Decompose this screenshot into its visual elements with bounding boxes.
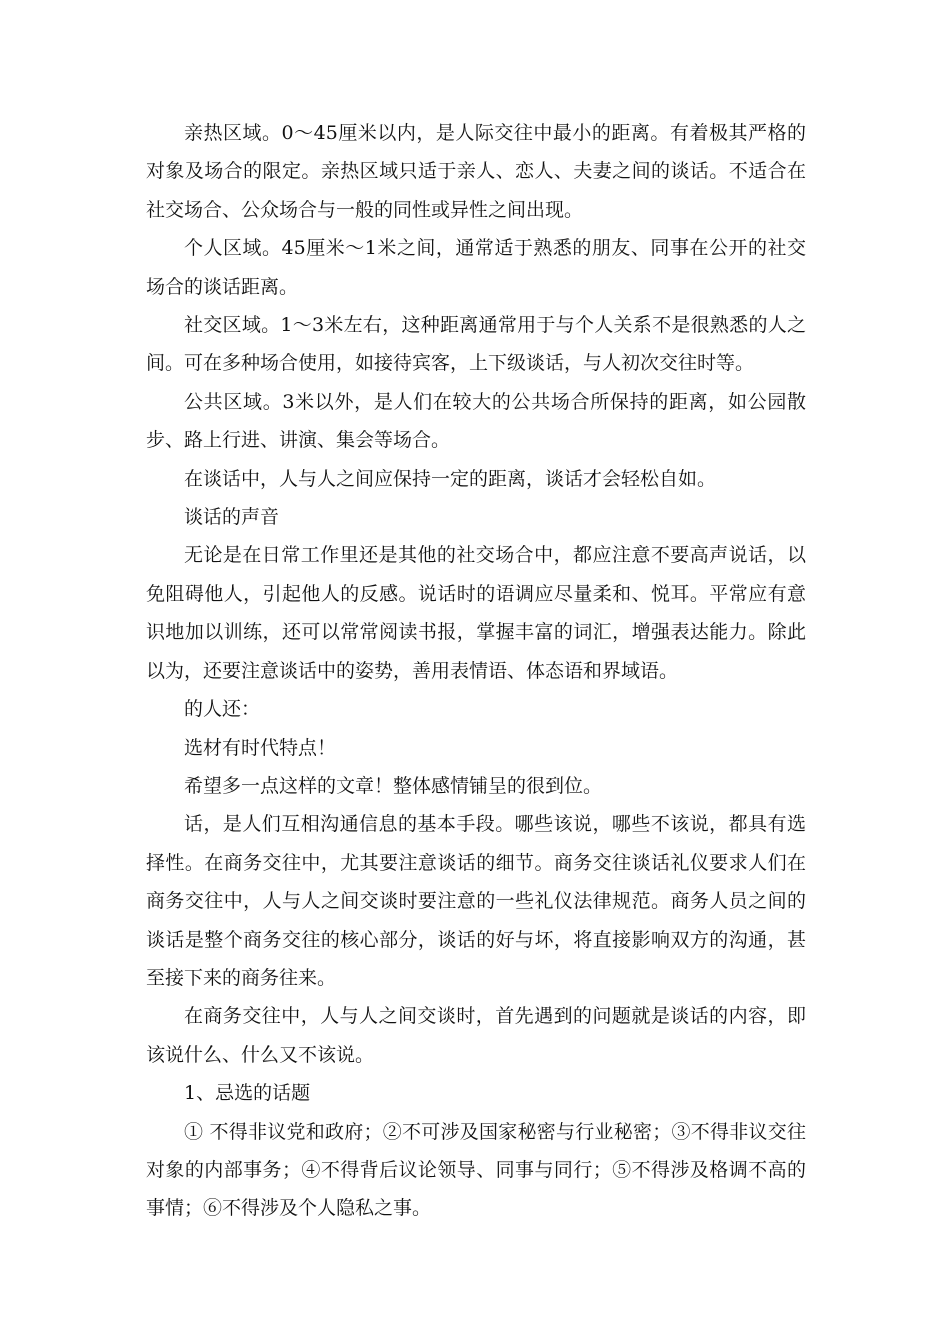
paragraph-social-zone: 社交区域。1～3米左右，这种距离通常用于与个人关系不是很熟悉的人之间。可在多种场合使用，如接待宾客，上下级谈话，与人初次交往时等。 [146,314,806,375]
paragraph-comment-2: 希望多一点这样的文章！整体感情铺呈的很到位。 [184,774,603,797]
paragraph-public-zone: 公共区域。3米以外，是人们在较大的公共场合所保持的距离，如公园散步、路上行进、讲演、集会等场合。 [146,390,806,452]
paragraph-intimate-zone: 亲热区域。0～45厘米以内，是人际交往中最小的距离。有着极其严格的对象及场合的限定。亲热区域只适于亲人、恋人、夫妻之间的谈话。不适合在社交场合、公众场合与一般的同性或异性之间出现。 [146,122,806,221]
heading-voice: 谈话的声音 [184,506,280,529]
paragraph-personal-zone: 个人区域。45厘米～1米之间，通常适于熟悉的朋友、同事在公开的社交场合的谈话距离。 [146,237,806,298]
paragraph-distance-summary: 在谈话中，人与人之间应保持一定的距离，谈话才会轻松自如。 [184,467,717,490]
document-body [146,114,806,1228]
heading-taboo-topics: 1、忌选的话题 [184,1082,311,1105]
paragraph-taboo-list: ① 不得非议党和政府；②不可涉及国家秘密与行业秘密；③不得非议交往对象的内部事务；④不得背后议论领导、同事与同行；⑤不得涉及格调不高的事情；⑥不得涉及个人隐私之事。 [146,1120,806,1220]
paragraph-business-talk: 话，是人们互相沟通信息的基本手段。哪些该说，哪些不该说，都具有选择性。在商务交往中，尤其要注意谈话的细节。商务交往谈话礼仪要求人们在商务交往中，人与人之间交谈时要注意的一些礼仪法律规范。商务人员之间的谈话是整个商务交往的核心部分，谈话的好与坏，将直接影响双方的沟通，甚至接下来的商务往来。 [146,813,806,989]
paragraph-talk-content: 在商务交往中，人与人之间交谈时，首先遇到的问题就是谈话的内容，即该说什么、什么又不该说。 [146,1005,806,1066]
paragraph-fragment: 的人还： [184,698,261,721]
paragraph-comment-1: 选材有时代特点！ [184,736,337,759]
paragraph-voice: 无论是在日常工作里还是其他的社交场合中，都应注意不要高声说话，以免阻碍他人，引起他人的反感。说话时的语调应尽量柔和、悦耳。平常应有意识地加以训练，还可以常常阅读书报，掌握丰富的词汇，增强表达能力。除此以为，还要注意谈话中的姿势，善用表情语、体态语和界域语。 [146,544,806,682]
